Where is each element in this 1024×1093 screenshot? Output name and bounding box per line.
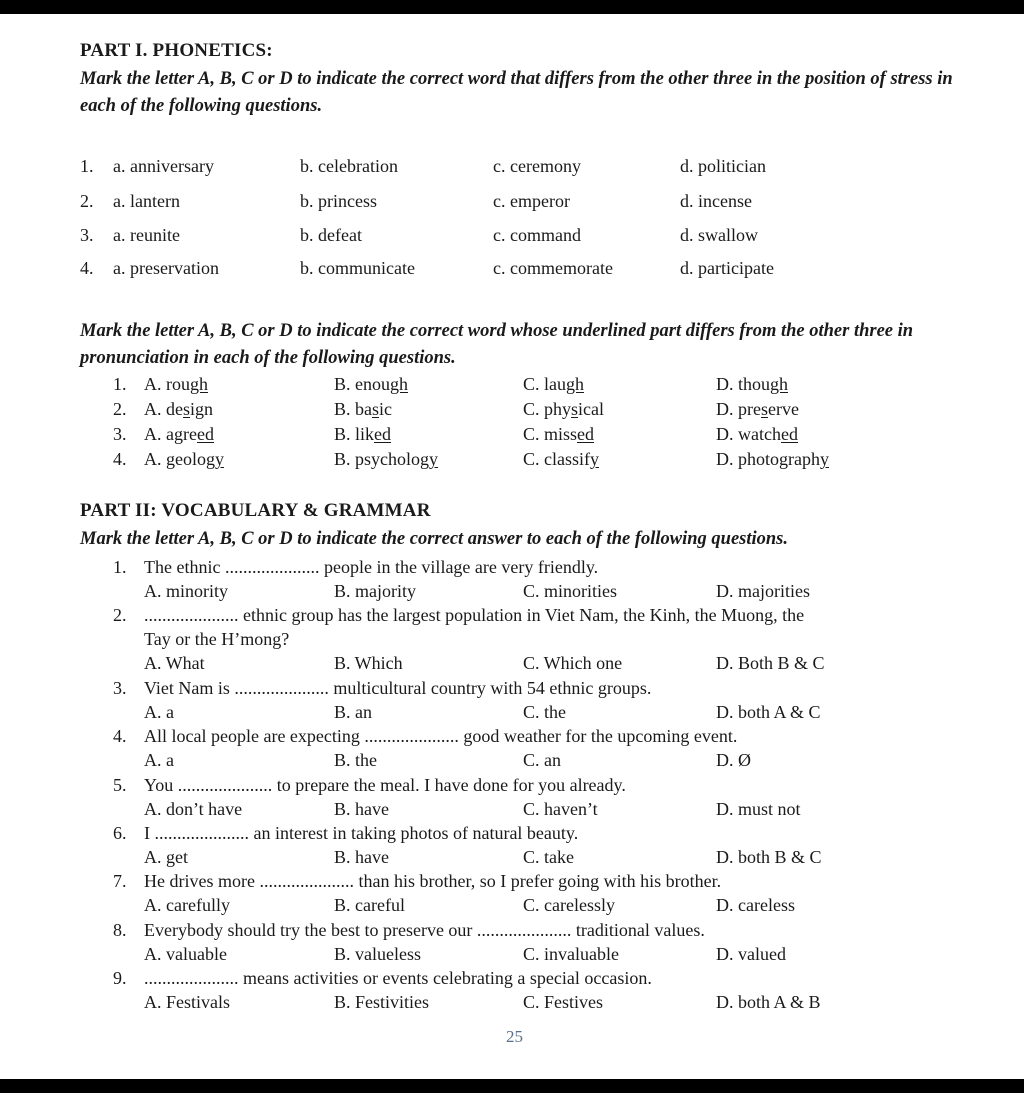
option-text: B. lik bbox=[334, 424, 375, 444]
question-stem: Viet Nam is ..................... multicultural country with 54 ethnic groups. bbox=[144, 677, 652, 698]
question-number: 4. bbox=[113, 726, 127, 747]
option-d: D. careless bbox=[716, 895, 795, 916]
option-a: a. preservation bbox=[113, 258, 219, 278]
option-c: C. the bbox=[523, 701, 566, 722]
option-b: B. valueless bbox=[334, 943, 421, 964]
option-c: c. commemorate bbox=[493, 258, 613, 278]
question-number: 1. bbox=[80, 156, 94, 176]
option-a: a. reunite bbox=[113, 225, 180, 245]
question-stem: You ..................... to prepare the meal. I have done for you already. bbox=[144, 774, 626, 795]
option-d: D. both B & C bbox=[716, 847, 822, 867]
option-d: d. politician bbox=[680, 156, 766, 176]
option-b bbox=[334, 374, 408, 395]
question-stem: Everybody should try the best to preserve our ..................... traditional values. bbox=[144, 919, 705, 940]
option-b: B. careful bbox=[334, 895, 405, 916]
question-number: 2. bbox=[113, 399, 127, 419]
part1-title: PART I. PHONETICS: bbox=[80, 40, 273, 61]
option-a: A. don’t have bbox=[144, 798, 243, 819]
option-b: B. the bbox=[334, 750, 377, 771]
option-text: B. enou bbox=[334, 374, 390, 394]
option-c: C. carelessly bbox=[523, 895, 615, 916]
option-b: B. an bbox=[334, 701, 372, 722]
underlined-part: ed bbox=[374, 424, 392, 444]
option-d bbox=[716, 424, 798, 445]
vocab-instruction: Mark the letter A, B, C or D to indicate the correct answer to each of the following questions. bbox=[80, 529, 788, 549]
option-b: B. majority bbox=[334, 581, 416, 601]
option-d bbox=[716, 449, 829, 470]
question-number: 3. bbox=[113, 677, 127, 698]
option-a: A. valuable bbox=[144, 943, 227, 964]
option-d: D. majorities bbox=[716, 581, 810, 601]
question-number: 6. bbox=[113, 823, 127, 843]
option-b: B. Which bbox=[334, 653, 403, 674]
option-c: c. emperor bbox=[493, 191, 570, 211]
option-text: D. watch bbox=[716, 424, 781, 444]
option-c: C. invaluable bbox=[523, 943, 619, 964]
option-text-rest: ic bbox=[379, 399, 393, 419]
option-b bbox=[334, 449, 438, 470]
option-d: D. Ø bbox=[716, 750, 751, 771]
option-a: a. anniversary bbox=[113, 156, 214, 176]
option-d: d. incense bbox=[680, 191, 752, 211]
option-text: A. geolog bbox=[144, 449, 215, 469]
underlined-part: gh bbox=[770, 374, 788, 394]
question-stem: He drives more ..................... than his brother, so I prefer going with his brother. bbox=[144, 871, 722, 892]
option-a bbox=[144, 449, 224, 470]
underlined-part: ed bbox=[577, 424, 595, 444]
option-text: C. miss bbox=[523, 424, 578, 444]
underlined-part: y bbox=[590, 449, 599, 469]
option-b: b. defeat bbox=[300, 225, 362, 245]
option-a: A. a bbox=[144, 750, 174, 771]
option-b: B. have bbox=[334, 847, 389, 867]
option-a: A. What bbox=[144, 653, 205, 674]
question-number: 9. bbox=[113, 968, 127, 989]
option-d: D. Both B & C bbox=[716, 653, 825, 674]
underlined-part: s bbox=[571, 399, 579, 419]
option-c: c. ceremony bbox=[493, 156, 581, 176]
option-c: C. haven’t bbox=[523, 798, 598, 819]
top-black-border bbox=[0, 0, 1024, 14]
question-stem: All local people are expecting ..................... good weather for the upcoming event. bbox=[144, 726, 738, 747]
option-a: A. minority bbox=[144, 581, 228, 601]
question-number: 4. bbox=[113, 449, 127, 469]
option-text: B. psycholog bbox=[334, 449, 430, 469]
option-a: A. get bbox=[144, 847, 188, 867]
underlined-part: y bbox=[819, 449, 829, 469]
option-b bbox=[334, 424, 391, 445]
underlined-part: y bbox=[215, 449, 224, 469]
option-a: A. carefully bbox=[144, 895, 230, 916]
option-text: C. lau bbox=[523, 374, 566, 394]
underlined-part: gh bbox=[566, 374, 584, 394]
bottom-black-border bbox=[0, 1079, 1024, 1093]
option-b: b. celebration bbox=[300, 156, 398, 176]
option-a: A. a bbox=[144, 701, 174, 722]
question-number: 8. bbox=[113, 919, 127, 940]
option-c: c. command bbox=[493, 225, 581, 245]
question-number: 1. bbox=[113, 557, 127, 577]
option-text: C. phy bbox=[523, 399, 572, 419]
underlined-part: ed bbox=[780, 424, 798, 444]
option-c: C. take bbox=[523, 847, 574, 867]
underlined-part: y bbox=[429, 449, 439, 469]
option-c bbox=[523, 399, 604, 420]
underlined-part: s bbox=[183, 399, 191, 419]
option-c: C. Which one bbox=[523, 653, 623, 674]
option-text: C. classif bbox=[523, 449, 590, 469]
option-a bbox=[144, 399, 213, 420]
option-b: B. Festivities bbox=[334, 992, 430, 1013]
underlined-part: ed bbox=[196, 424, 214, 444]
option-c bbox=[523, 424, 594, 445]
option-text: D. photograph bbox=[716, 449, 820, 469]
question-stem: I ..................... an interest in taking photos of natural beauty. bbox=[144, 823, 579, 843]
option-d bbox=[716, 399, 799, 420]
option-d: D. valued bbox=[716, 943, 786, 964]
question-number: 2. bbox=[80, 191, 94, 211]
option-text: B. ba bbox=[334, 399, 372, 419]
option-c: C. Festives bbox=[523, 992, 604, 1013]
option-c bbox=[523, 374, 584, 395]
option-d: D. must not bbox=[716, 798, 801, 819]
question-number: 4. bbox=[80, 258, 94, 278]
question-number: 5. bbox=[113, 774, 127, 795]
option-d: D. both A & B bbox=[716, 992, 821, 1013]
question-stem-continued: Tay or the H’mong? bbox=[144, 629, 290, 650]
stress-instruction: Mark the letter A, B, C or D to indicate the correct word that differs from the other three in the position of stress in each of the following questions. bbox=[80, 69, 953, 116]
option-b: B. have bbox=[334, 798, 389, 819]
option-c: C. minorities bbox=[523, 581, 617, 601]
option-text-rest: erve bbox=[768, 399, 799, 419]
option-a: a. lantern bbox=[113, 191, 180, 211]
underlined-part: s bbox=[760, 399, 768, 419]
part2-title: PART II: VOCABULARY & GRAMMAR bbox=[80, 500, 431, 521]
question-stem: ..................... means activities or events celebrating a special occasion. bbox=[144, 968, 652, 989]
underlined-part: gh bbox=[390, 374, 408, 394]
underlined-part: s bbox=[372, 399, 380, 419]
question-stem: The ethnic ..................... people in the village are very friendly. bbox=[144, 557, 599, 577]
option-text: A. agre bbox=[144, 424, 197, 444]
option-d: d. swallow bbox=[680, 225, 758, 245]
option-d bbox=[716, 374, 788, 395]
option-d: D. both A & C bbox=[716, 701, 821, 722]
option-text: A. rou bbox=[144, 374, 190, 394]
option-b: b. communicate bbox=[300, 258, 415, 278]
option-text: A. de bbox=[144, 399, 183, 419]
option-b: b. princess bbox=[300, 191, 377, 211]
question-number: 1. bbox=[113, 374, 127, 394]
option-a bbox=[144, 374, 208, 395]
option-a bbox=[144, 424, 214, 445]
question-stem: ..................... ethnic group has the largest population in Viet Nam, the Kinh, the Muong, the bbox=[144, 605, 805, 626]
option-a: A. Festivals bbox=[144, 992, 231, 1013]
option-text: D. thou bbox=[716, 374, 770, 394]
question-number: 7. bbox=[113, 871, 127, 892]
option-c: C. an bbox=[523, 750, 561, 771]
page-number: 25 bbox=[506, 1027, 523, 1046]
question-number: 3. bbox=[113, 424, 127, 444]
underlined-part: gh bbox=[190, 374, 208, 394]
option-d: d. participate bbox=[680, 258, 774, 278]
option-c bbox=[523, 449, 599, 470]
question-number: 2. bbox=[113, 605, 127, 626]
option-text-rest: ign bbox=[190, 399, 214, 419]
pronunciation-instruction: Mark the letter A, B, C or D to indicate the correct word whose underlined part differs from the other three in pronunciation in each of the following questions. bbox=[80, 321, 914, 368]
option-text: D. pre bbox=[716, 399, 761, 419]
question-number: 3. bbox=[80, 225, 94, 245]
option-b bbox=[334, 399, 392, 420]
option-text-rest: ical bbox=[578, 399, 605, 419]
